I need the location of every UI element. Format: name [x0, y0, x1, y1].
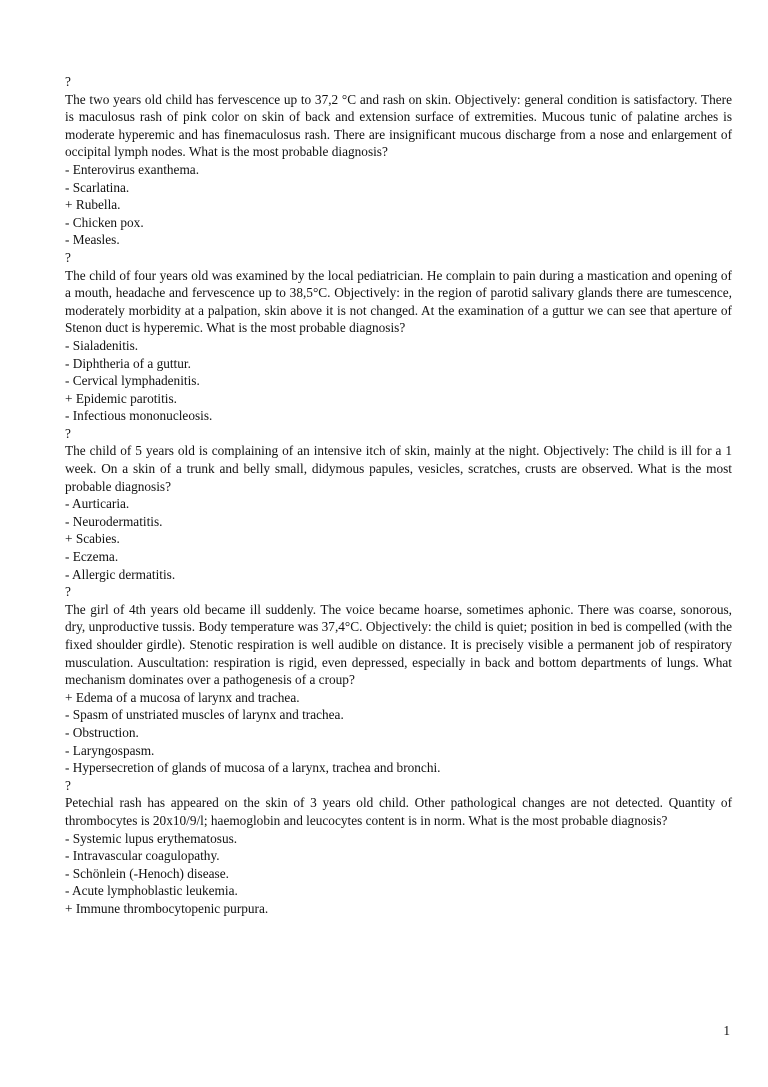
- answer-option: - Laryngospasm.: [65, 742, 155, 758]
- question-1: [65, 73, 732, 249]
- answer-option-correct: + Rubella.: [65, 197, 121, 213]
- answer-option: - Cervical lymphadenitis.: [65, 373, 200, 389]
- answer-option: - Sialadenitis.: [65, 337, 139, 353]
- answer-option: - Enterovirus exanthema.: [65, 161, 200, 177]
- question-3: [65, 425, 732, 583]
- answer-option: - Acute lymphoblastic leukemia.: [65, 883, 238, 899]
- answer-option: - Measles.: [65, 232, 120, 248]
- answer-option: - Aurticaria.: [65, 496, 130, 512]
- question-stem: The girl of 4th years old became ill suddenly. The voice became hoarse, sometimes aphonic. There was coarse, sonorous, dry, unproductive tussis. Body temperature was 37,4°C. Objectively: the child is quiet; position in bed is compelled (with the fixed shoulder girdle). Stenotic respiration is well audible on distance. It is precisely visible a permanent job of respiratory musculation. Auscultation: respiration is rigid, even depressed, especially in back and bottom departments of lungs. What mechanism dominates over a pathogenesis of a croup?: [65, 601, 732, 688]
- answer-option: - Eczema.: [65, 549, 119, 565]
- question-marker: ?: [65, 249, 71, 265]
- question-marker: ?: [65, 74, 71, 89]
- question-5: [65, 777, 732, 918]
- question-4: [65, 583, 732, 777]
- answer-option: - Spasm of unstriated muscles of larynx and trachea.: [65, 707, 344, 723]
- question-2: [65, 249, 732, 425]
- answer-option-correct: + Edema of a mucosa of larynx and trachea.: [65, 689, 300, 705]
- answer-option: - Systemic lupus erythematosus.: [65, 830, 238, 846]
- answer-option-correct: + Scabies.: [65, 531, 120, 547]
- document-body: [65, 73, 732, 918]
- answer-option: - Neurodermatitis.: [65, 513, 163, 529]
- answer-option: - Obstruction.: [65, 724, 139, 740]
- answer-option: - Allergic dermatitis.: [65, 566, 176, 582]
- question-marker: ?: [65, 777, 71, 793]
- answer-option: - Schönlein (-Henoch) disease.: [65, 865, 229, 881]
- question-stem: The child of 5 years old is complaining of an intensive itch of skin, mainly at the night. Objectively: The child is ill for a 1 week. On a skin of a trunk and belly small, didymous papules, vesicles, scratches, crusts are observed. What is the most probable diagnosis?: [65, 443, 732, 494]
- answer-option: - Intravascular coagulopathy.: [65, 848, 220, 864]
- answer-option: - Infectious mononucleosis.: [65, 408, 213, 424]
- answer-option-correct: + Epidemic parotitis.: [65, 390, 178, 406]
- answer-option: - Hypersecretion of glands of mucosa of a larynx, trachea and bronchi.: [65, 760, 441, 776]
- question-stem: The two years old child has fervescence up to 37,2 °C and rash on skin. Objectively: general condition is satisfactory. There is maculosus rash of pink color on skin of back and extension surface of extremities. Mucous tunic of palatine arches is moderate hyperemic and has finemaculosus rash. There are insignificant mucous discharge from a nose and enlargement of occipital lymph nodes. What is the most probable diagnosis?: [65, 91, 732, 160]
- page-number: 1: [723, 1023, 730, 1038]
- answer-option-correct: + Immune thrombocytopenic purpura.: [65, 900, 269, 916]
- answer-option: - Diphtheria of a guttur.: [65, 355, 191, 371]
- question-stem: The child of four years old was examined by the local pediatrician. He complain to pain during a mastication and opening of a mouth, headache and fervescence up to 38,5°C. Objectively: in the region of parotid salivary glands there are tumescence, moderately morbidity at a palpation, skin above it is not changed. At the examination of a guttur we can see that aperture of Stenon duct is hyperemic. What is the most probable diagnosis?: [65, 267, 732, 336]
- answer-option: - Chicken pox.: [65, 214, 144, 230]
- question-marker: ?: [65, 425, 71, 441]
- answer-option: - Scarlatina.: [65, 179, 130, 195]
- question-stem: Petechial rash has appeared on the skin of 3 years old child. Other pathological changes are not detected. Quantity of thrombocytes is 20x10/9/l; haemoglobin and leucocytes content is in norm. What is the most probable diagnosis?: [65, 795, 732, 828]
- question-marker: ?: [65, 584, 71, 600]
